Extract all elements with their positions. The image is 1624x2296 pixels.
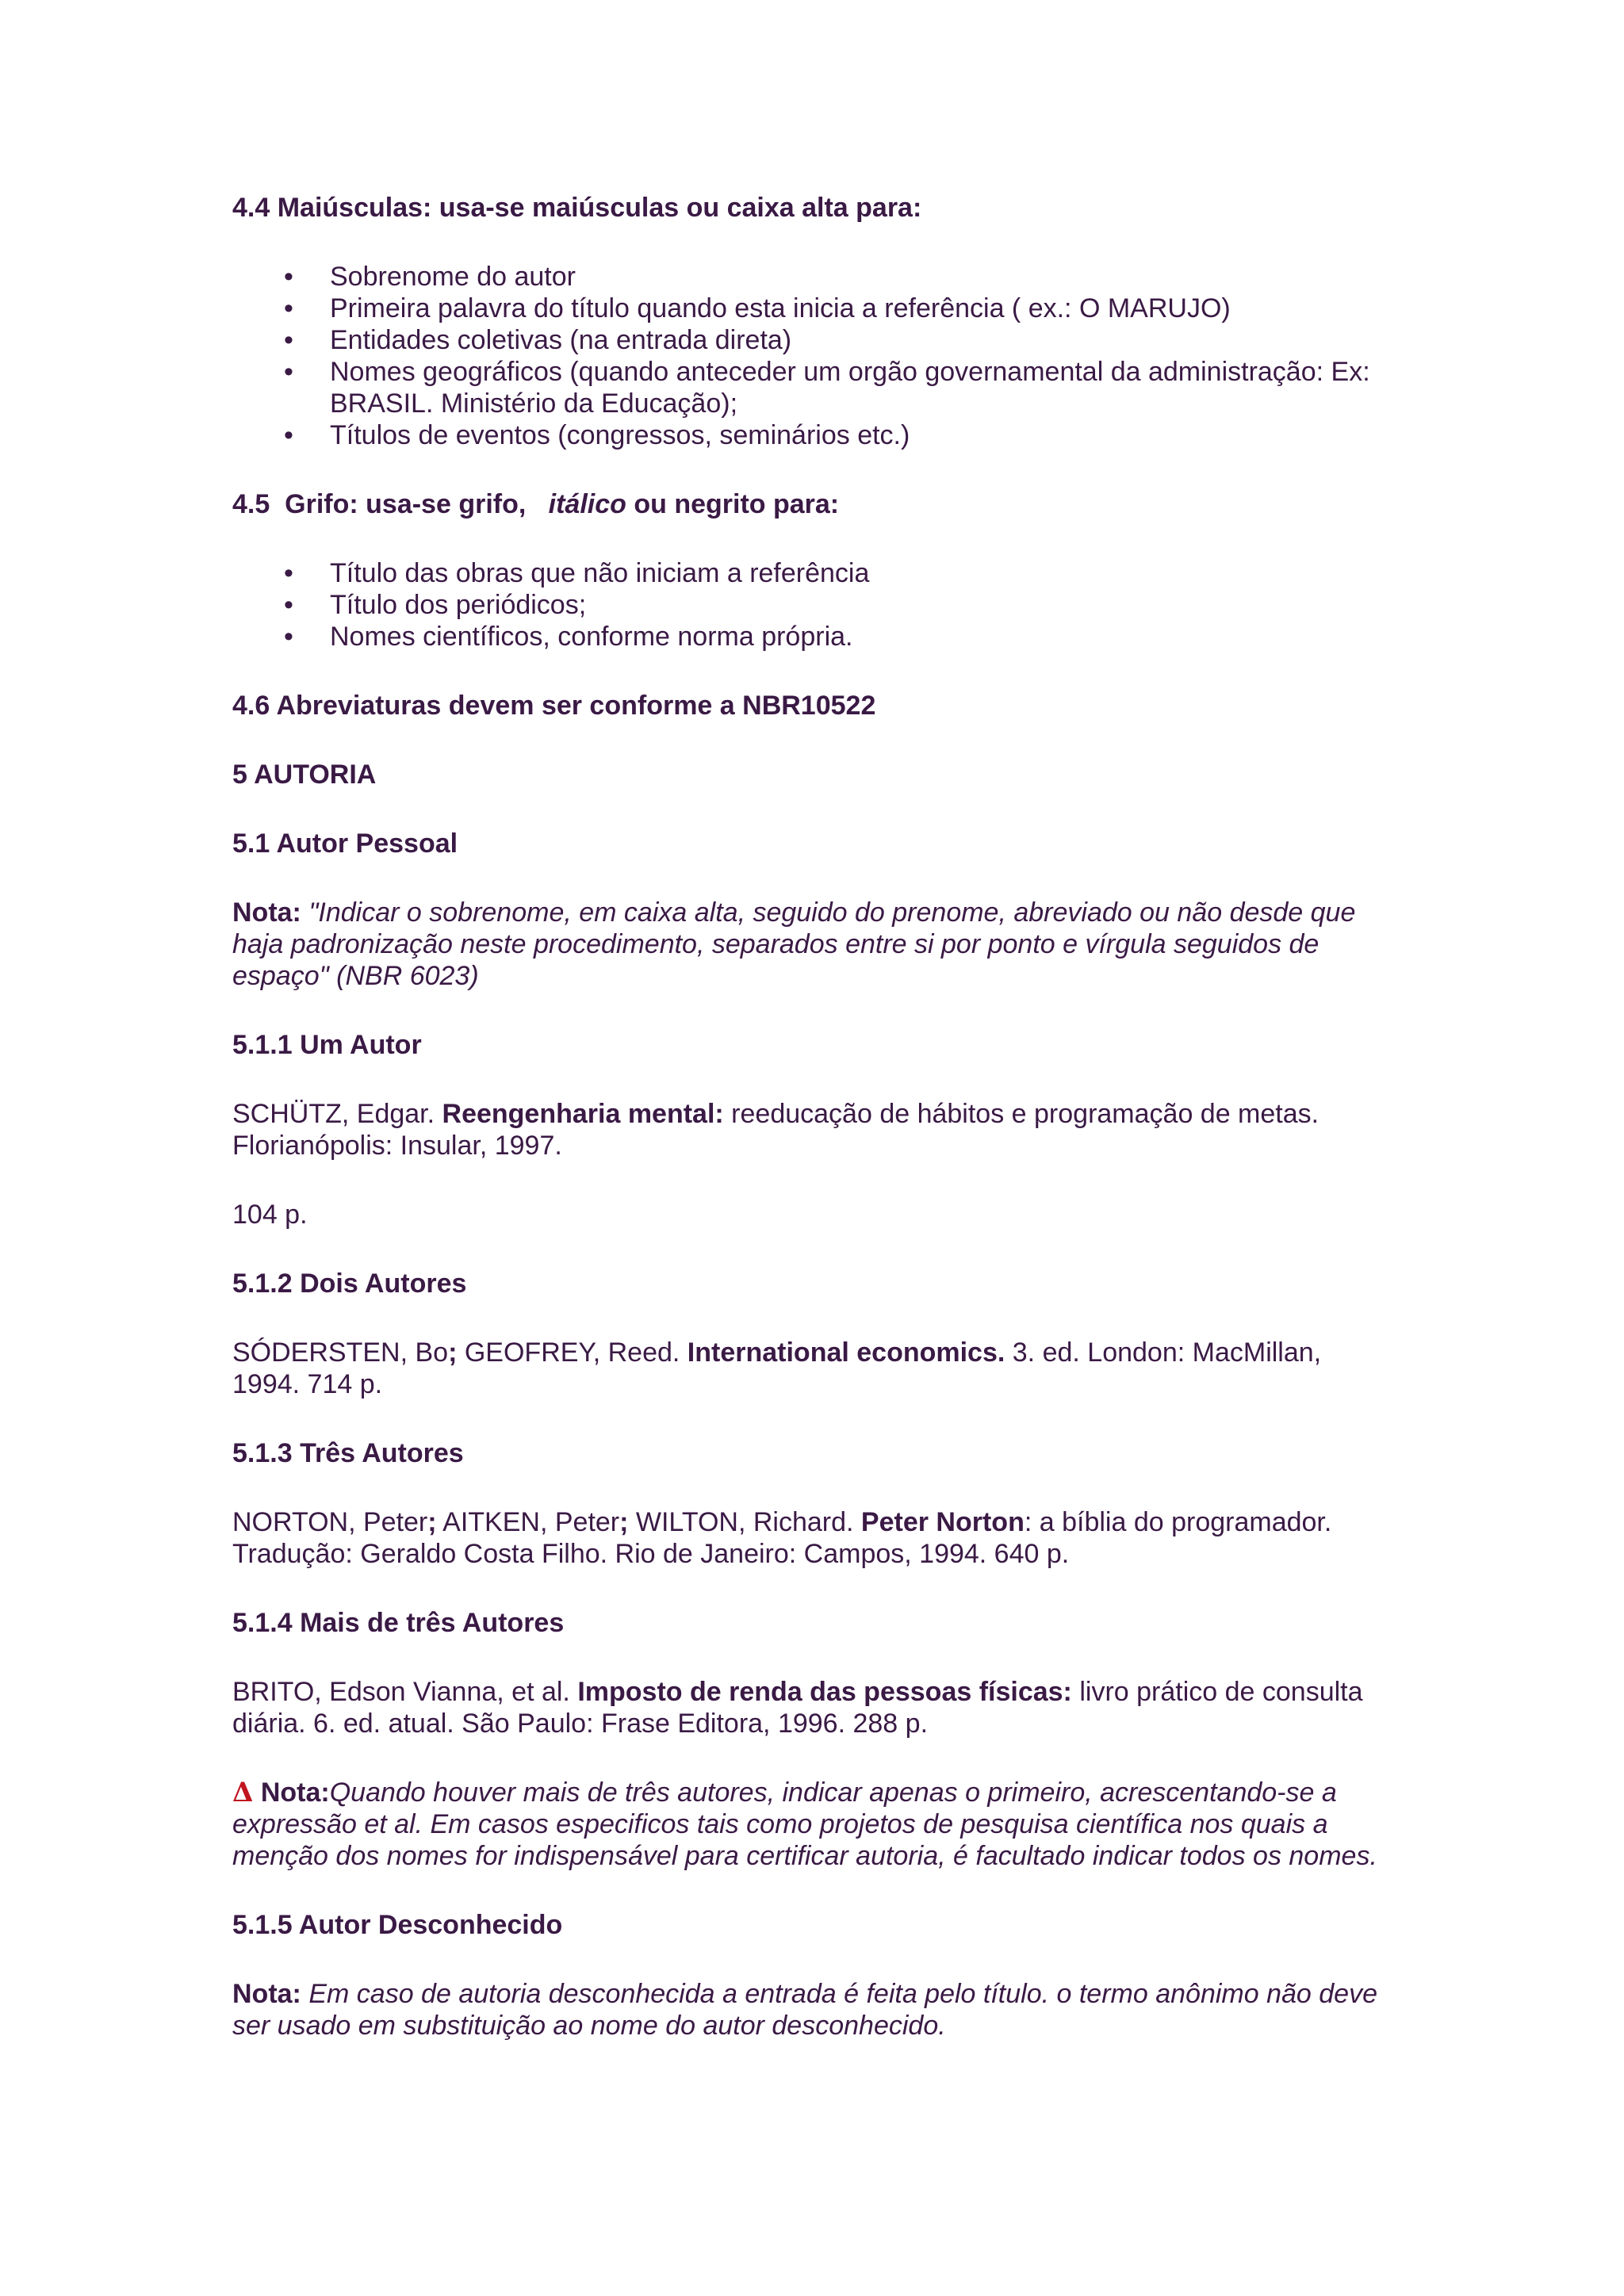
note-5-1-4: Δ Nota:Quando houver mais de três autores, indicar apenas o primeiro, acrescentando-se a expressão et al. Em casos especificos tais como projetos de pesquisa científica nos quais a menção dos nomes for indispensável para certificar autoria, é facultado indicar todos os nomes.: [232, 1777, 1377, 1871]
list-item: • Entidades coletivas (na entrada direta): [284, 325, 792, 355]
list-item: • Sobrenome do autor: [284, 262, 576, 292]
delta-icon: Δ: [232, 1777, 254, 1808]
bullet-icon: •: [284, 357, 293, 387]
bullet-icon: •: [284, 590, 293, 620]
list-item: • Nomes geográficos (quando anteceder um orgão governamental da administração: Ex: BRASIL. Ministério da Educação);: [284, 357, 1370, 419]
heading-5-1-2: 5.1.2 Dois Autores: [232, 1269, 467, 1299]
heading-5-1: 5.1 Autor Pessoal: [232, 828, 458, 859]
reference-5-1-1: SCHÜTZ, Edgar. Reengenharia mental: reeducação de hábitos e programação de metas. Florianópolis: Insular, 1997.: [232, 1099, 1320, 1161]
list-item: • Título dos periódicos;: [284, 590, 587, 620]
heading-5-1-5: 5.1.5 Autor Desconhecido: [232, 1910, 563, 1940]
heading-5: 5 AUTORIA: [232, 760, 377, 790]
heading-5-1-3: 5.1.3 Três Autores: [232, 1438, 464, 1468]
list-item: • Títulos de eventos (congressos, seminários etc.): [284, 420, 910, 450]
list-item: • Título das obras que não iniciam a referência: [284, 558, 870, 588]
reference-pages: 104 p.: [232, 1200, 308, 1230]
reference-5-1-4: BRITO, Edson Vianna, et al. Imposto de renda das pessoas físicas: livro prático de consulta diária. 6. ed. atual. São Paulo: Frase Editora, 1996. 288 p.: [232, 1677, 1363, 1739]
list-4-5: [232, 557, 1434, 652]
note-5-1: Nota: "Indicar o sobrenome, em caixa alta, seguido do prenome, abreviado ou não desde que haja padronização neste procedimento, separados entre si por ponto e vírgula seguidos de espaço" (NBR 6023): [232, 897, 1356, 991]
reference-5-1-2: SÓDERSTEN, Bo; GEOFREY, Reed. International economics. 3. ed. London: MacMillan, 1994. 714 p.: [232, 1337, 1322, 1399]
heading-4-5: 4.5 Grifo: usa-se grifo, itálico ou negrito para:: [232, 489, 840, 519]
heading-5-1-4: 5.1.4 Mais de três Autores: [232, 1608, 565, 1638]
list-item: • Primeira palavra do título quando esta inicia a referência ( ex.: O MARUJO): [284, 293, 1231, 323]
list-4-4: [232, 261, 1434, 451]
bullet-icon: •: [284, 558, 293, 588]
list-item: • Nomes científicos, conforme norma própria.: [284, 622, 853, 652]
heading-4-6: 4.6 Abreviaturas devem ser conforme a NBR10522: [232, 691, 876, 721]
bullet-icon: •: [284, 420, 293, 450]
reference-5-1-3: NORTON, Peter; AITKEN, Peter; WILTON, Richard. Peter Norton: a bíblia do programador. Tradução: Geraldo Costa Filho. Rio de Janeiro: Campos, 1994. 640 p.: [232, 1507, 1332, 1569]
heading-4-4: 4.4 Maiúsculas: usa-se maiúsculas ou caixa alta para:: [232, 193, 922, 223]
bullet-icon: •: [284, 325, 293, 355]
note-5-1-5: Nota: Em caso de autoria desconhecida a entrada é feita pelo título. o termo anônimo não deve ser usado em substituição ao nome do autor desconhecido.: [232, 1979, 1377, 2041]
heading-5-1-1: 5.1.1 Um Autor: [232, 1030, 422, 1060]
bullet-icon: •: [284, 293, 293, 323]
bullet-icon: •: [284, 262, 293, 292]
bullet-icon: •: [284, 622, 293, 652]
